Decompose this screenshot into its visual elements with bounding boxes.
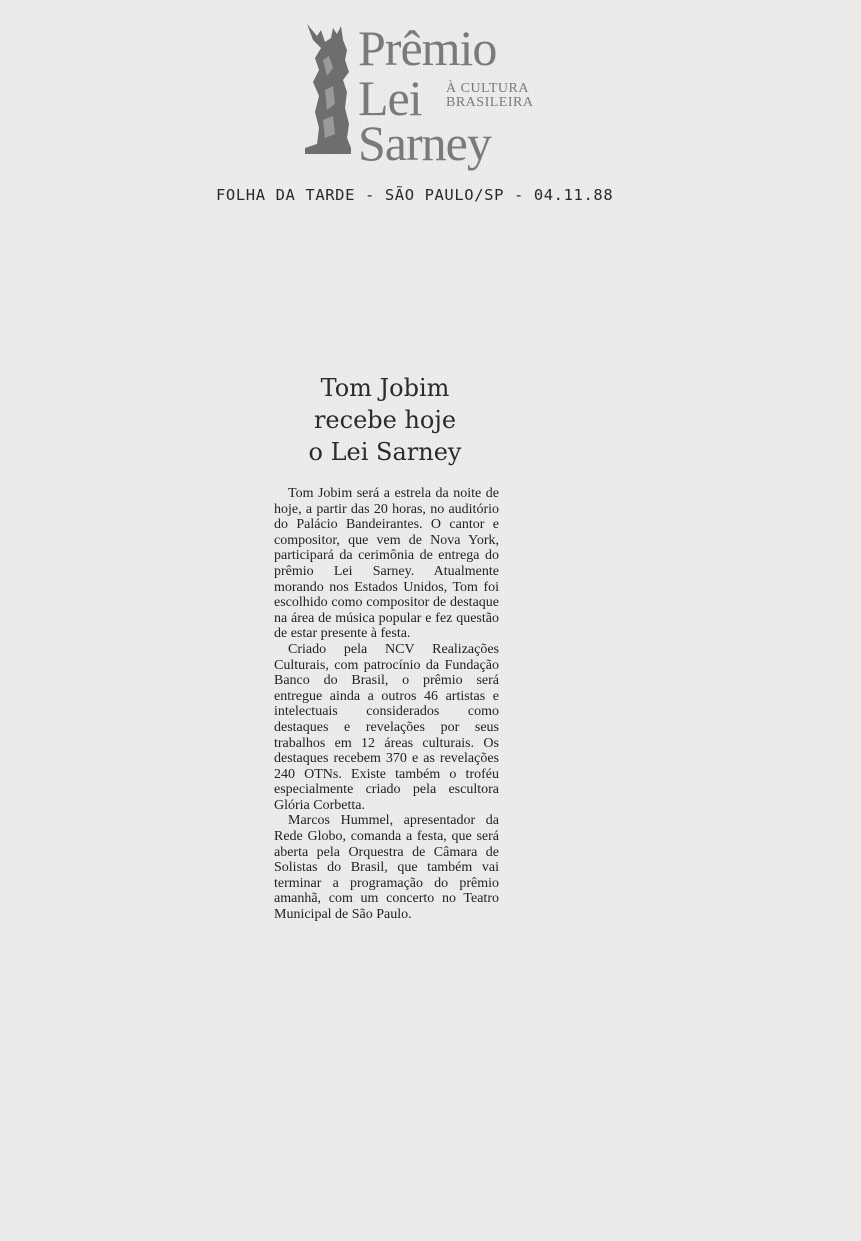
article-paragraph-1: Tom Jobim será a estrela da noite de hoje, a partir das 20 horas, no auditório do Palácio Bandeirantes. O cantor e compositor, que vem de Nova York, participará da cerimônia de entrega do prêmio Lei Sarney. Atualmente morando nos Estados Unidos, Tom foi escolhido como compositor de destaque na área de música popular e fez questão de estar presente à festa.: [274, 486, 499, 642]
logo-word-premio: Prêmio: [358, 20, 497, 76]
statue-figure-icon: [303, 20, 353, 155]
logo-word-lei: Lei: [358, 70, 422, 126]
logo-tagline-brasileira: BRASILEIRA: [446, 95, 534, 110]
headline-line-1: Tom Jobim: [320, 374, 450, 402]
article-paragraph-2: Criado pela NCV Realizações Culturais, com patrocínio da Fundação Banco do Brasil, o prêmio será entregue ainda a outros 46 artistas e intelectuais considerados como destaques e revelações por seus trabalhos em 12 áreas culturais. Os destaques recebem 370 e as revelações 240 OTNs. Existe também o troféu especialmente criado pela escultora Glória Corbetta.: [274, 641, 499, 813]
newspaper-source-line: FOLHA DA TARDE - SÃO PAULO/SP - 04.11.88: [216, 186, 614, 204]
premio-lei-sarney-logo: [303, 20, 543, 170]
logo-tagline-a-cultura: À CULTURA: [446, 81, 529, 96]
article-headline: [262, 372, 508, 468]
headline-line-3: o Lei Sarney: [308, 438, 462, 466]
article-body: [274, 486, 499, 923]
logo-word-sarney: Sarney: [358, 115, 491, 171]
article-paragraph-3: Marcos Hummel, apresentador da Rede Globo, comanda a festa, que será aberta pela Orquestra de Câmara de Solistas do Brasil, que também vai terminar a programação do prêmio amanhã, com um concerto no Teatro Municipal de São Paulo.: [274, 813, 499, 923]
headline-line-2: recebe hoje: [313, 406, 457, 434]
